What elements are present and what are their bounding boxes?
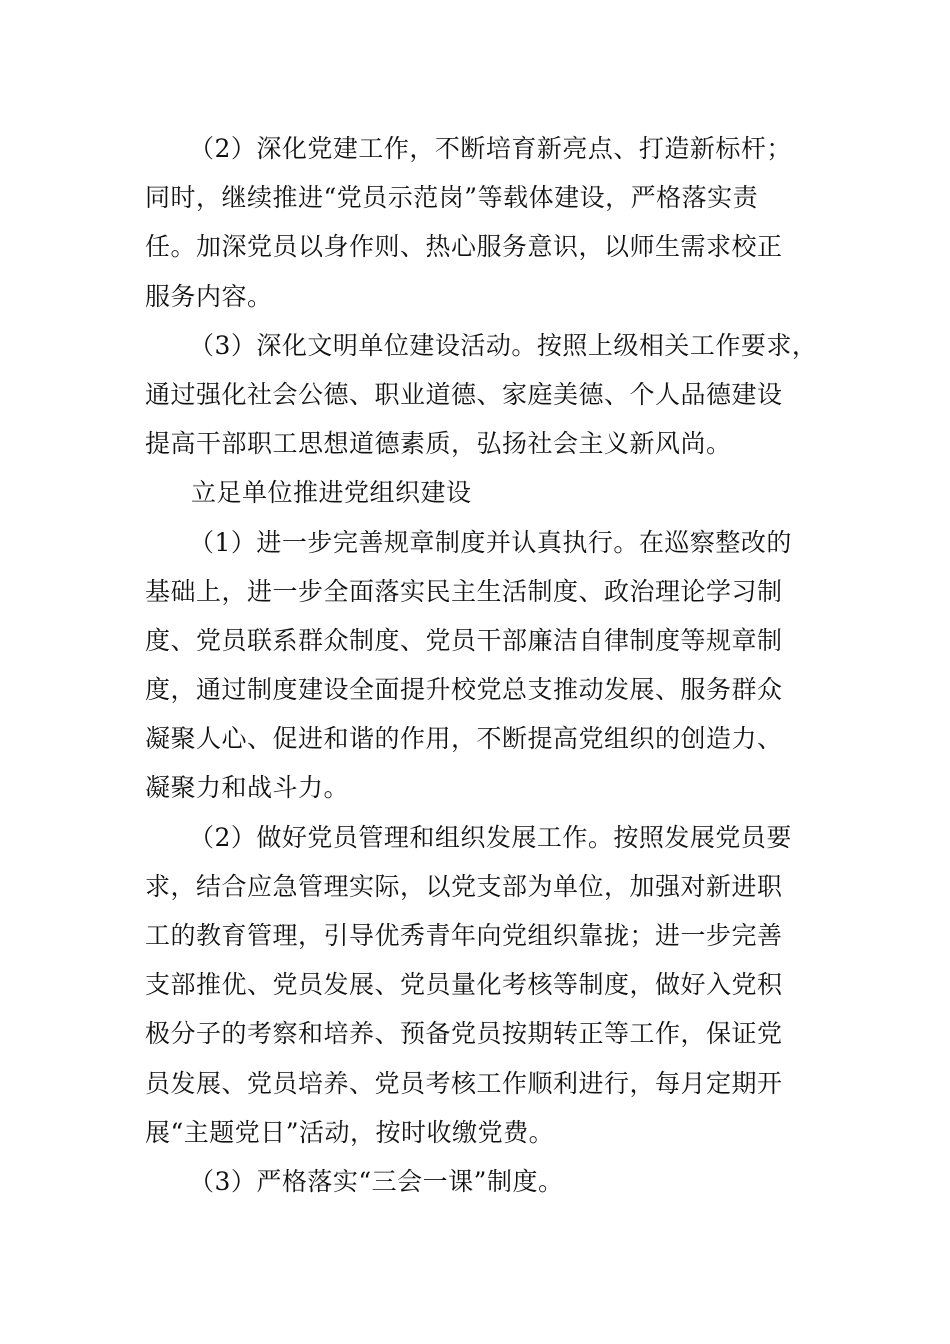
paragraph-member-management <box>145 813 825 1157</box>
text-line: 凝聚人心、促进和谐的作用，不断提高党组织的创造力、 <box>145 724 783 754</box>
text-line: 基础上，进一步全面落实民主生活制度、政治理论学习制 <box>145 576 783 606</box>
paragraph-deepen-party-building <box>145 124 825 321</box>
text-line: 工的教育管理，引导优秀青年向党组织靠拢；进一步完善 <box>145 921 783 950</box>
text-line: 度、党员联系群众制度、党员干部廉洁自律制度等规章制 <box>145 625 783 655</box>
text-line: 度，通过制度建设全面提升校党总支推动发展、服务群众 <box>145 675 783 705</box>
text-line: （2）深化党建工作，不断培育新亮点、打造新标杆； <box>189 134 792 163</box>
text-line: 通过强化社会公德、职业道德、家庭美德、个人品德建设 <box>145 379 783 409</box>
text-line: 员发展、党员培养、党员考核工作顺利进行，每月定期开 <box>145 1068 783 1098</box>
text-line: （3）严格落实“三会一课”制度。 <box>189 1166 564 1196</box>
text-line: 求，结合应急管理实际，以党支部为单位，加强对新进职 <box>145 871 783 901</box>
document-body <box>145 124 825 1206</box>
text-line: 展“主题党日”活动，按时收缴党费。 <box>145 1117 555 1147</box>
text-line: 同时，继续推进“党员示范岗”等载体建设，严格落实责 <box>145 183 759 213</box>
text-line: （3）深化文明单位建设活动。按照上级相关工作要求， <box>189 330 818 360</box>
text-line: 支部推优、党员发展、党员量化考核等制度，做好入党积 <box>145 970 783 1000</box>
text-line: 任。加深党员以身作则、热心服务意识，以师生需求校正 <box>145 232 783 262</box>
text-line: 提高干部职工思想道德素质，弘扬社会主义新风尚。 <box>145 429 732 459</box>
text-line: （1）进一步完善规章制度并认真执行。在巡察整改的 <box>189 527 792 557</box>
section-heading <box>145 468 825 517</box>
text-line: 极分子的考察和培养、预备党员按期转正等工作，保证党 <box>145 1019 783 1049</box>
paragraph-three-meetings <box>145 1157 825 1206</box>
paragraph-rules-system <box>145 518 825 813</box>
paragraph-civilized-unit <box>145 321 825 469</box>
text-line: （2）做好党员管理和组织发展工作。按照发展党员要 <box>189 822 792 852</box>
text-line: 服务内容。 <box>145 281 273 311</box>
heading-text: 立足单位推进党组织建设 <box>191 478 472 508</box>
text-line: 凝聚力和战斗力。 <box>145 773 350 803</box>
